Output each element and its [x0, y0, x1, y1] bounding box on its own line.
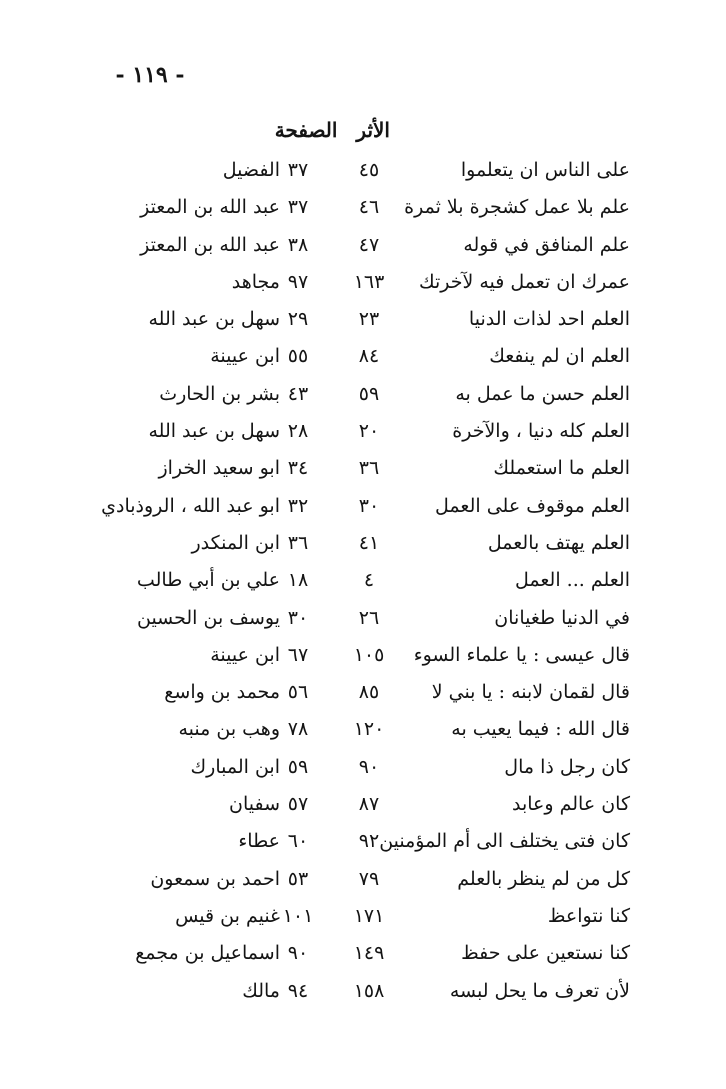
entry-page: ١٢٠: [353, 718, 385, 741]
entry-page: ٨٧: [358, 793, 380, 816]
header-athar: الأثر: [356, 118, 390, 142]
entry-page: ٩٢: [358, 830, 380, 853]
entry-phrase: في الدنيا طغيانان: [494, 606, 630, 629]
entry-name: احمد بن سمعون: [150, 867, 280, 890]
index-row: [0, 862, 726, 899]
index-row: [0, 302, 726, 339]
entry-phrase: العلم ان لم ينفعك: [489, 345, 630, 368]
entry-page: ٨٤: [358, 345, 380, 368]
index-row: [0, 750, 726, 787]
entry-page: ٧٩: [358, 867, 380, 890]
entry-page: ٣٦: [358, 457, 380, 480]
index-row: [0, 974, 726, 1011]
entry-page: ٤٦: [358, 196, 380, 219]
entry-phrase: كنا نستعين على حفظ: [461, 942, 630, 965]
entry-name: بشر بن الحارث: [159, 382, 280, 405]
entry-page: ٣٠: [358, 494, 380, 517]
index-row: [0, 377, 726, 414]
entry-phrase: قال الله : فيما يعيب به: [451, 718, 630, 741]
entry-phrase: علم بلا عمل كشجرة بلا ثمرة: [404, 196, 630, 219]
entry-name: سهل بن عبد الله: [148, 420, 280, 443]
entry-phrase: العلم احد لذات الدنيا: [468, 308, 630, 331]
entry-phrase: العلم حسن ما عمل به: [455, 382, 630, 405]
entry-name: محمد بن واسع: [164, 681, 280, 704]
entry-page: ٤٥: [358, 159, 380, 181]
entry-phrase: كان عالم وعابد: [512, 793, 630, 816]
index-row: [0, 489, 726, 526]
entry-phrase: لأن تعرف ما يحل لبسه: [449, 979, 630, 1002]
entry-name: مالك: [242, 979, 280, 1002]
entry-page: ٩٠: [358, 755, 380, 778]
entry-phrase: قال لقمان لابنه : يا بني لا: [431, 681, 630, 704]
entry-page: ٥٩: [358, 382, 380, 405]
entry-phrase: علم المنافق في قوله: [463, 233, 630, 256]
entry-page: ٨٥: [358, 681, 380, 704]
entry-page: ٤: [363, 569, 375, 592]
entry-athar: ٣٧: [287, 196, 309, 219]
entry-athar: ٦٧: [287, 643, 309, 666]
entry-name: سهل بن عبد الله: [148, 308, 280, 331]
entry-page: ١٧١: [353, 904, 385, 927]
entry-page: ٤١: [358, 531, 380, 554]
index-row: [0, 451, 726, 488]
entry-name: عبد الله بن المعتز: [140, 233, 280, 256]
entry-page: ٢٠: [358, 420, 380, 443]
index-row: [0, 153, 726, 190]
index-row: [0, 265, 726, 302]
entry-name: ابو سعيد الخراز: [158, 457, 280, 480]
index-row: [0, 228, 726, 265]
entry-athar: ٣٧: [287, 159, 309, 181]
entry-page: ١٥٨: [353, 979, 385, 1002]
entry-name: يوسف بن الحسين: [136, 606, 280, 629]
entry-name: عطاء: [238, 830, 280, 853]
entry-name: علي بن أبي طالب: [136, 569, 280, 592]
entry-athar: ٥٧: [287, 793, 309, 816]
entry-name: ابن عيينة: [210, 643, 280, 666]
index-row: [0, 787, 726, 824]
entry-page: ١٠٥: [353, 643, 385, 666]
index-row: [0, 190, 726, 227]
index-entries: [0, 153, 726, 1011]
entry-phrase: العلم كله دنيا ، والآخرة: [452, 420, 630, 443]
entry-phrase: العلم يهتف بالعمل: [487, 531, 630, 554]
entry-athar: ٩٠: [287, 942, 309, 965]
entry-phrase: قال عيسى : يا علماء السوء: [413, 643, 630, 666]
page-number: - ١١٩ -: [115, 62, 185, 88]
entry-name: ابن المنكدر: [191, 531, 280, 554]
index-row: [0, 339, 726, 376]
entry-page: ١٤٩: [353, 942, 385, 965]
entry-athar: ٥٥: [287, 345, 309, 368]
entry-name: ابو عبد الله ، الروذبادي: [101, 494, 280, 517]
entry-page: ١٦٣: [353, 270, 385, 293]
entry-athar: ٣٨: [287, 233, 309, 256]
entry-phrase: كل من لم ينظر بالعلم: [457, 867, 630, 890]
entry-page: ٤٧: [358, 233, 380, 256]
entry-athar: ٣٢: [287, 494, 309, 517]
entry-athar: ٩٧: [287, 270, 309, 293]
entry-phrase: العلم موقوف على العمل: [435, 494, 630, 517]
entry-athar: ٢٩: [287, 308, 309, 331]
entry-name: الفضيل: [222, 159, 280, 181]
entry-athar: ٢٨: [287, 420, 309, 443]
entry-athar: ٣٠: [287, 606, 309, 629]
index-row: [0, 899, 726, 936]
entry-name: مجاهد: [231, 270, 280, 293]
entry-athar: ٥٩: [287, 755, 309, 778]
index-row: [0, 563, 726, 600]
index-row: [0, 675, 726, 712]
entry-athar: ٣٦: [287, 531, 309, 554]
index-row: [0, 638, 726, 675]
entry-phrase: كنا نتواعظ: [547, 904, 630, 927]
entry-athar: ٤٣: [287, 382, 309, 405]
entry-athar: ٥٦: [287, 681, 309, 704]
index-row: [0, 414, 726, 451]
entry-name: غنيم بن قيس: [175, 904, 280, 927]
index-row: [0, 601, 726, 638]
entry-name: عبد الله بن المعتز: [140, 196, 280, 219]
entry-phrase: كان فتى يختلف الى أم المؤمنين: [379, 830, 630, 853]
entry-name: سفيان: [228, 793, 280, 816]
entry-athar: ٣٤: [287, 457, 309, 480]
entry-phrase: العلم ... العمل: [515, 569, 630, 592]
index-row: [0, 936, 726, 973]
index-row: [0, 824, 726, 861]
entry-phrase: كان رجل ذا مال: [504, 755, 630, 778]
entry-page: ٢٣: [358, 308, 380, 331]
entry-athar: ٦٠: [287, 830, 309, 853]
entry-name: ابن المبارك: [190, 755, 280, 778]
index-row: [0, 712, 726, 749]
entry-phrase: على الناس ان يتعلموا: [460, 159, 630, 181]
entry-athar: ٥٣: [287, 867, 309, 890]
entry-athar: ١٨: [287, 569, 309, 592]
entry-name: اسماعيل بن مجمع: [135, 942, 280, 965]
entry-phrase: العلم ما استعملك: [493, 457, 630, 480]
entry-athar: ١٠١: [282, 904, 314, 927]
entry-athar: ٧٨: [287, 718, 309, 741]
entry-name: ابن عيينة: [210, 345, 280, 368]
index-row: [0, 526, 726, 563]
entry-page: ٢٦: [358, 606, 380, 629]
header-page: الصفحة: [274, 118, 338, 142]
entry-athar: ٩٤: [287, 979, 309, 1002]
entry-phrase: عمرك ان تعمل فيه لآخرتك: [418, 270, 630, 293]
entry-name: وهب بن منبه: [178, 718, 280, 741]
column-headers: [270, 118, 390, 142]
